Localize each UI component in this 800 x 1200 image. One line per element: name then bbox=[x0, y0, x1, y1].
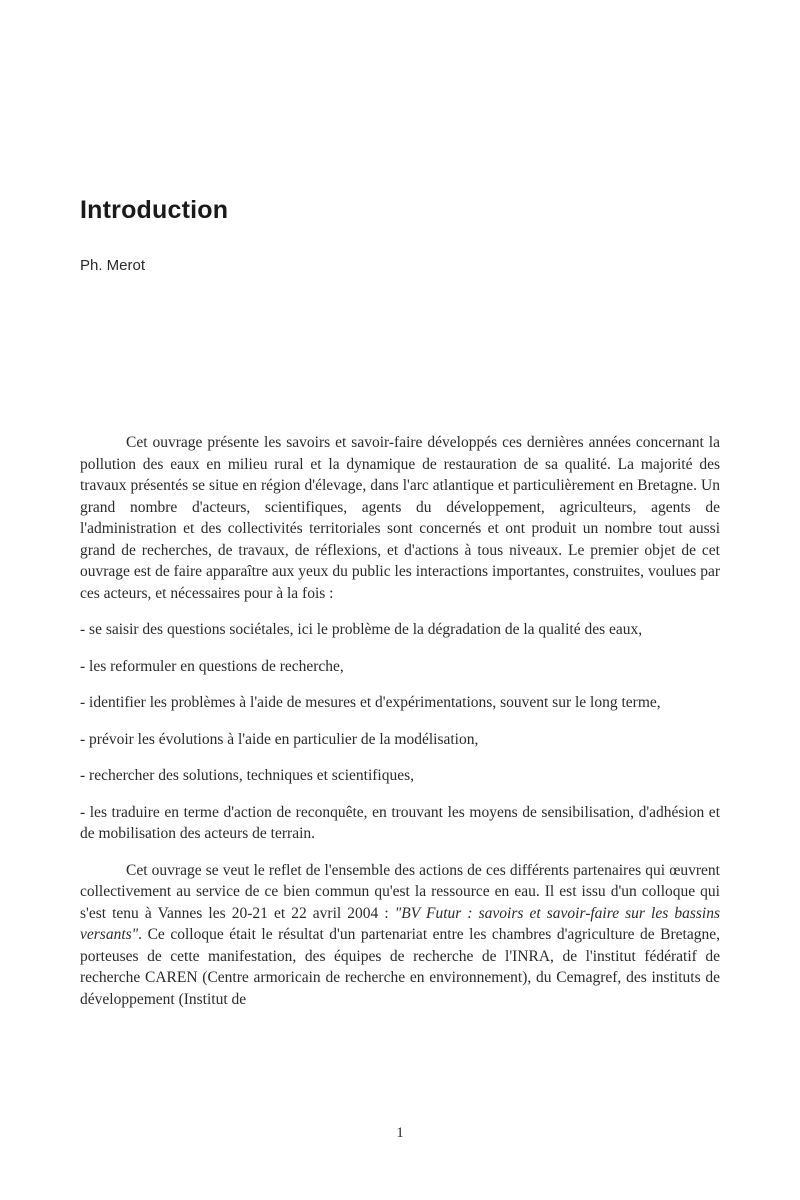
paragraph-italic-text: "BV Futur : savoirs et savoir-faire sur les bassins versants" bbox=[80, 904, 720, 943]
list-item: - identifier les problèmes à l'aide de mesures et d'expérimentations, souvent sur le long terme, bbox=[80, 694, 661, 711]
page-title: Introduction bbox=[80, 196, 229, 224]
list-item: - se saisir des questions sociétales, ici le problème de la dégradation de la qualité des eaux, bbox=[80, 621, 643, 638]
paragraph-text: . Ce colloque était le résultat d'un partenariat entre les chambres d'agriculture de Bretagne, porteuses de cette manifestation, des équipes de recherche de l'INRA, de l'institut fédératif de recherche CAREN (Centre armoricain de recherche en environnement), du Cemagref, des instituts de développement (Institut de bbox=[80, 926, 720, 1008]
closing-paragraph bbox=[80, 860, 720, 1011]
author-name: Ph. Merot bbox=[80, 257, 146, 274]
list-item: - les traduire en terme d'action de reconquête, en trouvant les moyens de sensibilisation, d'adhésion et de mobilisation des acteurs de terrain. bbox=[80, 803, 720, 842]
intro-paragraph: Cet ouvrage présente les savoirs et savoir-faire développés ces dernières années concernant la pollution des eaux en milieu rural et la dynamique de restauration de sa qualité. La majorité des travaux présentés se situe en région d'élevage, dans l'arc atlantique et particulièrement en Bretagne. Un grand nombre d'acteurs, scientifiques, agents du développement, agriculteurs, agents de l'administration et des collectivités territoriales sont concernés et ont produit un nombre tout aussi grand de recherches, de travaux, de réflexions, et d'actions à tous niveaux. Le premier objet de cet ouvrage est de faire apparaître aux yeux du public les interactions importantes, construites, voulues par ces acteurs, et nécessaires pour à la fois : bbox=[80, 434, 720, 602]
list-item: - les reformuler en questions de recherche, bbox=[80, 657, 344, 675]
list-item: - prévoir les évolutions à l'aide en particulier de la modélisation, bbox=[80, 730, 479, 748]
body-content bbox=[80, 432, 720, 1010]
page-number: 1 bbox=[396, 1125, 404, 1141]
paragraph-text: Cet ouvrage se veut le reflet de l'ensemble des actions de ces différents partenaires qui œuvrent collectivement au service de ce bien commun qu'est la ressource en eau. Il est issu d'un colloque qui s'est tenu à Vannes les 20-21 et 22 avril 2004 : bbox=[80, 861, 720, 922]
list-item: - rechercher des solutions, techniques et scientifiques, bbox=[80, 767, 414, 784]
